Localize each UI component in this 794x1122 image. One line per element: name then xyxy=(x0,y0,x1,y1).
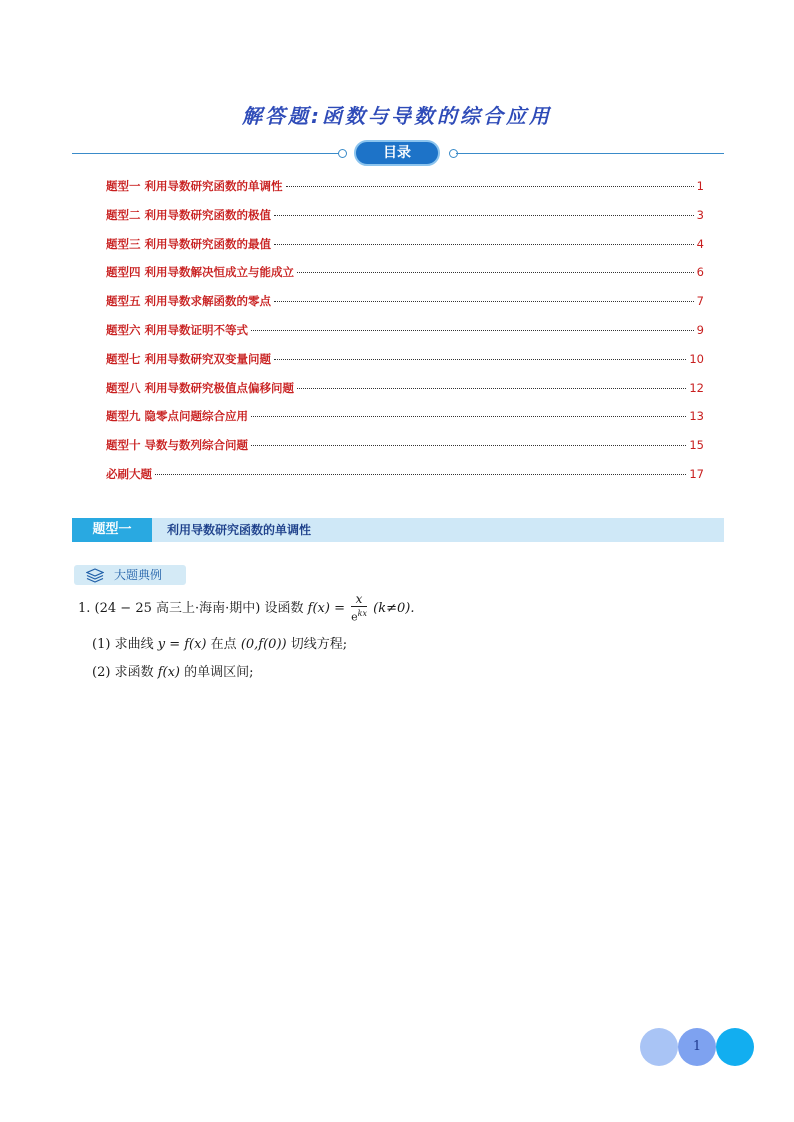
question-stem xyxy=(78,593,414,624)
toc-item-page: 10 xyxy=(689,351,704,366)
part-text: 的单调区间; xyxy=(184,665,254,680)
question-part-2 xyxy=(92,661,254,680)
section-title: 利用导数研究函数的单调性 xyxy=(167,523,312,537)
toc-leader xyxy=(274,359,686,360)
toc-item-label: 题型七 利用导数研究双变量问题 xyxy=(106,351,272,366)
toc-item[interactable] xyxy=(106,380,704,409)
toc-item[interactable] xyxy=(106,264,704,293)
toc-label: 目录 xyxy=(354,140,440,166)
toc-item[interactable] xyxy=(106,322,704,351)
part-text: 在点 xyxy=(210,637,237,652)
toc-item-page: 9 xyxy=(696,322,704,337)
toc-item-label: 题型四 利用导数解决恒成立与能成立 xyxy=(106,265,295,280)
equals-sign: = xyxy=(334,600,345,616)
toc-item-label: 题型三 利用导数研究函数的最值 xyxy=(106,236,272,251)
toc-item-page: 13 xyxy=(689,409,704,424)
toc-item-page: 6 xyxy=(696,265,704,280)
curve-expression: y = f(x) xyxy=(157,637,207,652)
toc-leader xyxy=(251,416,686,417)
section-header xyxy=(72,518,724,542)
condition: (k≠0). xyxy=(373,600,415,616)
point-expression: (0,f(0)) xyxy=(240,637,287,652)
table-of-contents xyxy=(106,178,704,495)
toc-item-label: 题型一 利用导数研究函数的单调性 xyxy=(106,179,283,193)
divider-dot-left xyxy=(338,149,347,158)
page-number-badge xyxy=(640,1026,755,1066)
toc-item[interactable] xyxy=(106,236,704,265)
toc-leader xyxy=(274,301,694,302)
denominator-base: e xyxy=(351,610,358,624)
layers-icon xyxy=(86,568,104,589)
toc-item[interactable] xyxy=(106,207,704,236)
toc-item-label: 题型八 利用导数研究极值点偏移问题 xyxy=(106,380,295,395)
toc-item-label: 必刷大题 xyxy=(106,466,152,481)
toc-leader xyxy=(251,445,686,446)
fraction-numerator: x xyxy=(351,593,367,607)
toc-item-page: 17 xyxy=(689,466,704,481)
part-label: (1) xyxy=(92,637,111,652)
toc-item-page: 3 xyxy=(696,207,704,222)
function-expression: f(x) xyxy=(157,665,181,680)
toc-leader xyxy=(274,215,694,216)
toc-leader xyxy=(155,474,686,475)
part-label: (2) xyxy=(92,665,111,680)
badge-circle xyxy=(640,1028,678,1066)
toc-item-page: 1 xyxy=(696,179,704,193)
question-source: (24 − 25 高三上·海南·期中) xyxy=(94,600,261,616)
fraction xyxy=(351,593,367,624)
toc-item-page: 12 xyxy=(689,380,704,395)
toc-item-label: 题型六 利用导数证明不等式 xyxy=(106,322,249,337)
toc-item-label: 题型九 隐零点问题综合应用 xyxy=(106,409,249,424)
document-title: 解答题:函数与导数的综合应用 xyxy=(242,104,552,128)
toc-leader xyxy=(274,244,694,245)
section-tag: 题型一 xyxy=(72,518,152,542)
example-tag xyxy=(74,565,186,585)
function-name: f(x) xyxy=(307,600,330,616)
toc-item[interactable] xyxy=(106,351,704,380)
denominator-exponent: kx xyxy=(357,609,367,618)
toc-item-label: 题型五 利用导数求解函数的零点 xyxy=(106,294,272,309)
toc-leader xyxy=(297,272,694,273)
toc-header xyxy=(72,140,724,170)
part-text: 求曲线 xyxy=(114,637,154,652)
toc-item-page: 15 xyxy=(689,438,704,453)
toc-leader xyxy=(297,388,686,389)
example-tag-label: 大题典例 xyxy=(114,568,163,582)
part-text: 求函数 xyxy=(114,665,154,680)
toc-leader xyxy=(251,330,694,331)
question-number: 1. xyxy=(78,600,91,616)
page-number: 1 xyxy=(692,1039,702,1054)
divider-right xyxy=(456,153,724,154)
toc-item[interactable] xyxy=(106,466,704,495)
question-stem-prefix: 设函数 xyxy=(264,600,304,616)
part-text: 切线方程; xyxy=(290,637,348,652)
toc-leader xyxy=(286,186,694,187)
badge-circle xyxy=(716,1028,754,1066)
fraction-denominator xyxy=(351,607,367,624)
toc-item[interactable] xyxy=(106,408,704,437)
toc-item[interactable] xyxy=(106,293,704,322)
toc-item-label: 题型十 导数与数列综合问题 xyxy=(106,438,249,453)
toc-item[interactable] xyxy=(106,437,704,466)
divider-left xyxy=(72,153,340,154)
toc-item-page: 4 xyxy=(696,236,704,251)
toc-item-page: 7 xyxy=(696,294,704,309)
toc-item[interactable] xyxy=(106,178,704,207)
toc-item-label: 题型二 利用导数研究函数的极值 xyxy=(106,207,272,222)
question-part-1 xyxy=(92,633,347,652)
